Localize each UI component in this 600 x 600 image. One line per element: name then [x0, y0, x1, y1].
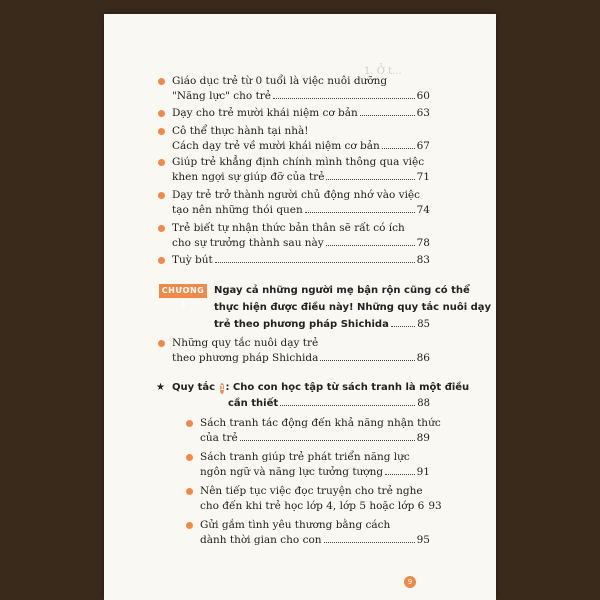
bullet-icon	[158, 257, 165, 264]
toc-entry: Nên tiếp tục việc đọc truyện cho trẻ nghe cho đến khi trẻ học lớp 4, lớp 5 hoặc lớp 6 93	[200, 484, 430, 514]
star-icon: ★	[156, 382, 165, 393]
chapter-title: Ngay cả những người mẹ bận rộn cũng có thể thực hiện được điều này! Những quy tắc nuôi dạy trẻ theo phương pháp Shichida 85	[214, 285, 492, 330]
bullet-icon	[158, 192, 165, 199]
toc-entry: Sách tranh giúp trẻ phát triển năng lực ngôn ngữ và năng lực tưởng tượng 91	[200, 450, 430, 480]
bullet-icon	[186, 488, 193, 495]
toc-entry: Dạy trẻ trở thành người chủ động nhớ vào việc tạo nên những thói quen 74	[172, 188, 430, 218]
bullet-icon	[158, 225, 165, 232]
bleed-through-text: 1. Ở t...	[364, 66, 402, 77]
bullet-icon	[186, 420, 193, 427]
bullet-icon	[186, 454, 193, 461]
toc-entry: Tuỳ bút 83	[172, 253, 430, 268]
toc-entry: Giáo dục trẻ từ 0 tuổi là việc nuôi dưỡng "Năng lực" cho trẻ 60	[172, 74, 430, 104]
toc-entry: Sách tranh tác động đến khả năng nhận thức của trẻ 89	[200, 416, 430, 446]
toc-entry: Cô thể thực hành tại nhà! Cách dạy trẻ về mười khái niệm cơ bản 67	[172, 124, 430, 154]
book-page	[104, 14, 496, 600]
bullet-icon	[186, 522, 193, 529]
bullet-icon	[158, 340, 165, 347]
toc-entry: Dạy cho trẻ mười khái niệm cơ bản 63	[172, 106, 430, 121]
page-number: 9	[404, 576, 416, 588]
bullet-icon	[158, 159, 165, 166]
bullet-icon	[158, 78, 165, 85]
bullet-icon	[158, 110, 165, 117]
bullet-icon	[158, 128, 165, 135]
toc-entry: Giúp trẻ khẳng định chính mình thông qua việc khen ngợi sự giúp đỡ của trẻ 71	[172, 155, 430, 185]
chapter-badge: CHƯƠNG 3	[159, 284, 207, 298]
toc-entry: Gửi gắm tình yêu thương bằng cách dành thời gian cho con 95	[200, 518, 430, 548]
toc-entry: Trẻ biết tự nhận thức bản thân sẽ rất có ích cho sự trưởng thành sau này 78	[172, 221, 430, 251]
rule-number-badge: 1	[219, 384, 225, 392]
rule-heading: Quy tắc 1 : Cho con học tập từ sách tranh là một điều cần thiết 88	[172, 382, 470, 409]
toc-entry: Những quy tắc nuôi dạy trẻ theo phương pháp Shichida 86	[172, 336, 430, 366]
